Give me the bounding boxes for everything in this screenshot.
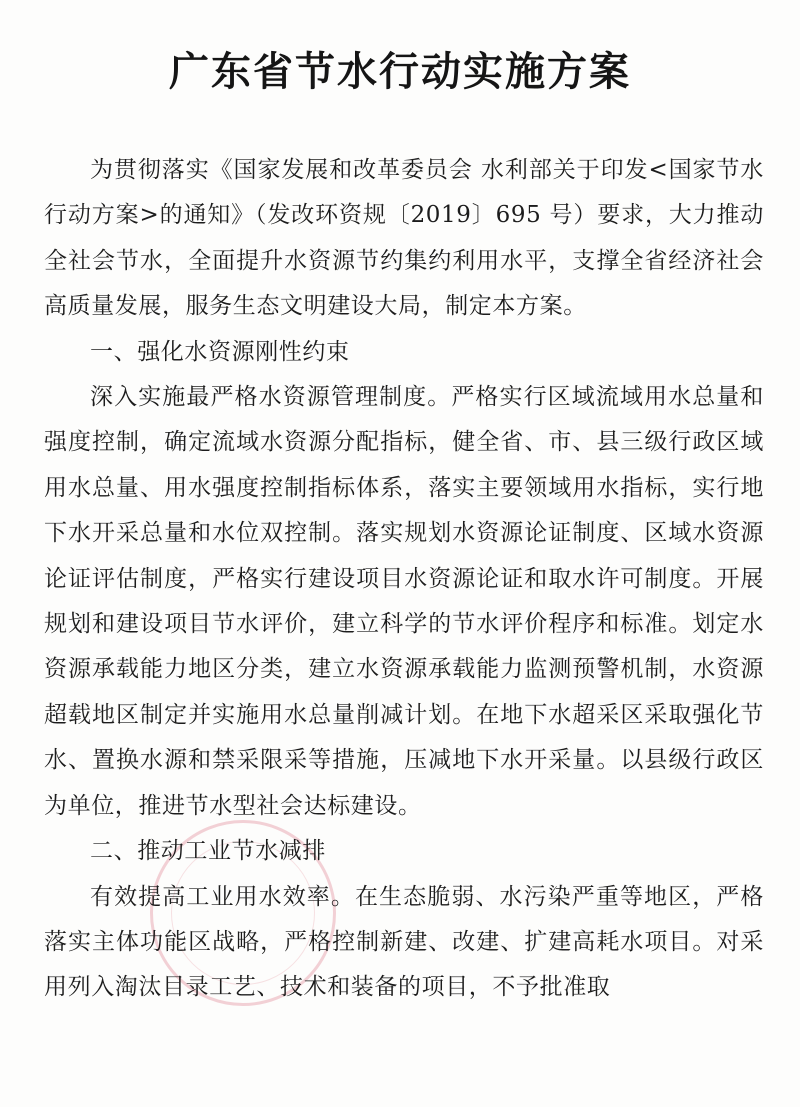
intro-paragraph: 为贯彻落实《国家发展和改革委员会 水利部关于印发<国家节水行动方案>的通知》（发改环资规〔2019〕695 号）要求，大力推动全社会节水，全面提升水资源节约集约利用水平，支撑全省经济社会高质量发展，服务生态文明建设大局，制定本方案。 (44, 157, 764, 320)
document-body (44, 148, 764, 1011)
section-2-paragraph: 有效提高工业用水效率。在生态脆弱、水污染严重等地区，严格落实主体功能区战略，严格控制新建、改建、扩建高耗水项目。对采用列入淘汰目录工艺、技术和装备的项目，不予批准取 (44, 883, 764, 1001)
section-1-paragraph: 深入实施最严格水资源管理制度。严格实行区域流域用水总量和强度控制，确定流域水资源分配指标，健全省、市、县三级行政区域用水总量、用水强度控制指标体系，落实主要领域用水指标，实行地下水开采总量和水位双控制。落实规划水资源论证制度、区域水资源论证评估制度，严格实行建设项目水资源论证和取水许可制度。开展规划和建设项目节水评价，建立科学的节水评价程序和标准。划定水资源承载能力地区分类，建立水资源承载能力监测预警机制，水资源超载地区制定并实施用水总量削减计划。在地下水超采区采取强化节水、置换水源和禁采限采等措施，压减地下水开采量。以县级行政区为单位，推进节水型社会达标建设。 (44, 384, 764, 819)
section-heading-2: 二、推动工业节水减排 (90, 838, 326, 865)
section-heading-1: 一、强化水资源刚性约束 (90, 338, 350, 365)
document-title: 广东省节水行动实施方案 (169, 48, 631, 95)
